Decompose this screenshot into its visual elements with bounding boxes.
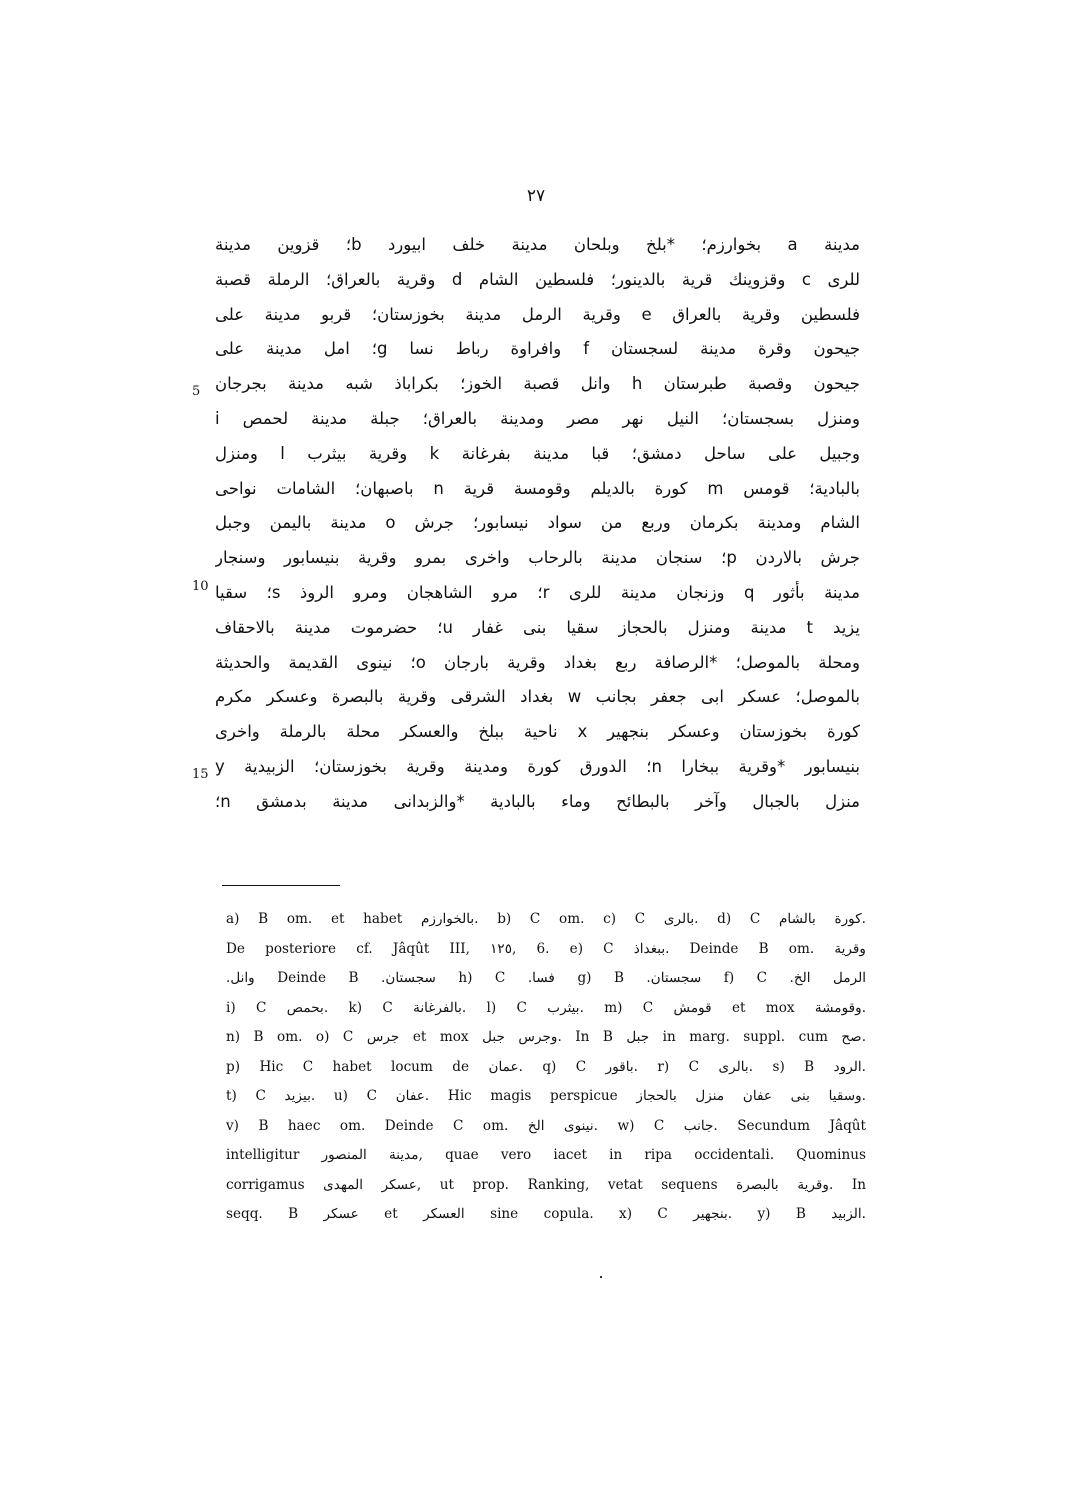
text-line: كورة بخوزستان وعسكر بنجهير x ناحية ببلخ والعسكر محلة بالرملة واخرى — [215, 722, 860, 742]
text-line: بالموصل؛ عسكر ابى جعفر بجانب w بغداد الشرقى وقرية بالبصرة وعسكر مكرم — [215, 687, 860, 707]
footnote-separator — [222, 885, 340, 886]
footnote-line: n) B om. o) C جرس et mox وجرس جبل. In B جبل in marg. suppl. cum صح. — [226, 1029, 866, 1045]
text-line: جيحون وقرة مدينة لسجستان f وافراوة رباط نسا g؛ امل مدينة على — [215, 339, 860, 359]
text-line: منزل بالجبال وآخر بالبطائح وماء بالبادية *والزبدانى مدينة بدمشق n؛ — [215, 791, 860, 811]
text-line: جيحون وقصبة طبرستان h وانل قصبة الخوز؛ بكراباذ شبه مدينة بجرجان — [215, 374, 860, 394]
text-line: ومحلة بالموصل؛ *الرصافة ربع بغداد وقرية بارجان o؛ نينوى القديمة والحديثة — [215, 652, 860, 672]
footnote-line: intelligitur مدينة المنصور, quae vero iacet in ripa occidentali. Quominus — [226, 1147, 866, 1163]
text-line: يزيد t مدينة ومنزل بالحجاز سقيا بنى غفار u؛ حضرموت مدينة بالاحقاف — [215, 617, 860, 637]
text-line: جرش بالاردن p؛ سنجان مدينة بالرحاب واخرى بمرو وقرية بنيسابور وسنجار — [215, 548, 860, 568]
arabic-text-block — [215, 228, 860, 820]
footnote-line: a) B om. et habet بالخوارزم. b) C om. c) C بالرى. d) C كورة بالشام. — [226, 911, 866, 927]
line-number-marker: 10 — [192, 579, 209, 594]
footnotes-block — [226, 905, 866, 1230]
footnote-line: seqq. B عسكر et العسكر sine copula. x) C بنجهير. y) B الزبيد. — [226, 1206, 866, 1222]
footnote-line: i) C بحمص. k) C بالفرغانة. l) C بيثرب. m) C قومش et mox وقومشة. — [226, 999, 866, 1016]
footnote-line: الرمل الخ. f) C سجستان. g) B فسا. h) C سجستان. Deinde B وانل. — [226, 970, 866, 986]
text-line: للرى c وقزوينك قرية بالدينور؛ فلسطين الشام d وقرية بالعراق؛ الرملة قصبة — [215, 269, 860, 289]
page-number: ۲۷ — [526, 186, 546, 206]
text-line: وجبيل على ساحل دمشق؛ قبا مدينة بفرغانة k وقرية بيثرب l ومنزل — [215, 443, 860, 463]
footnote-line: corrigamus عسكر المهدى, ut prop. Ranking, vetat sequens وقرية بالبصرة. In — [226, 1176, 866, 1193]
footnote-line: p) Hic C habet locum de عمان. q) C باقور. r) C بالرى. s) B الرود. — [226, 1058, 866, 1075]
stray-mark — [600, 1276, 602, 1278]
line-number-marker: 5 — [192, 384, 201, 399]
text-line: مدينة بأثور q وزنجان مدينة للرى r؛ مرو الشاهجان ومرو الروذ s؛ سقيا — [215, 582, 860, 602]
footnote-line: De posteriore cf. Jâqût III, ۱۲٥, 6. e) C ببغداذ. Deinde B om. وقرية — [226, 940, 866, 957]
text-line: مدينة a بخوارزم؛ *بلخ وبلحان مدينة خلف ابيورد b؛ قزوين مدينة — [215, 235, 860, 254]
footnote-line: v) B haec om. Deinde C om. نينوى الخ. w) C جانب. Secundum Jâqût — [226, 1117, 866, 1134]
footnote-line: t) C بيزيد. u) C عفان. Hic magis perspicue وسقيا بنى عفان منزل بالحجاز. — [226, 1088, 866, 1104]
text-line: بالبادية؛ قومس m كورة بالديلم وقومسة قرية n باصبهان؛ الشامات نواحى — [215, 478, 860, 498]
line-number-marker: 15 — [192, 767, 209, 782]
text-line: بنيسابور *وقرية ببخارا n؛ الدورق كورة ومدينة وقرية بخوزستان؛ الزبيدية y — [215, 756, 860, 776]
text-line: ومنزل بسجستان؛ النيل نهر مصر ومدينة بالعراق؛ جبلة مدينة لحمص i — [215, 408, 860, 428]
text-line: فلسطين وقرية بالعراق e وقرية الرمل مدينة بخوزستان؛ قربو مدينة على — [215, 304, 860, 324]
text-line: الشام ومدينة بكرمان وربع من سواد نيسابور؛ جرش o مدينة باليمن وجبل — [215, 513, 860, 533]
